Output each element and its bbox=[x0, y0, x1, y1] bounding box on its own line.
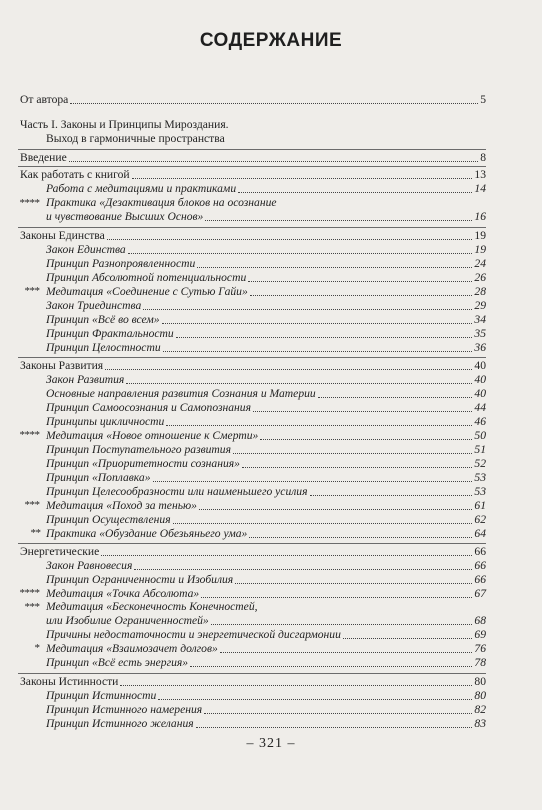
toc-entry[interactable] bbox=[46, 655, 486, 670]
leader-dots bbox=[253, 411, 472, 412]
leader-dots bbox=[310, 495, 473, 496]
toc-entry[interactable] bbox=[46, 716, 486, 731]
entry-label: Принцип Истинности bbox=[46, 689, 157, 702]
page-number: – 321 – bbox=[246, 736, 296, 751]
toc-entry-intro[interactable] bbox=[20, 92, 486, 107]
toc-entry[interactable] bbox=[46, 641, 486, 656]
difficulty-stars: *** bbox=[24, 601, 39, 613]
toc-entry[interactable] bbox=[20, 228, 486, 243]
part-heading-line1: Часть I. Законы и Принципы Мироздания. bbox=[20, 118, 229, 131]
entry-label: Принцип Целостности bbox=[46, 341, 161, 354]
toc-entry[interactable] bbox=[46, 414, 486, 429]
toc-entry[interactable] bbox=[46, 284, 486, 299]
entry-label: От автора bbox=[20, 93, 69, 106]
entry-label: Принцип Целесообразности или наименьшего усилия bbox=[46, 485, 308, 498]
entry-label: Медитация «Соединение с Сутью Гайи» bbox=[46, 285, 248, 298]
leader-dots bbox=[235, 583, 472, 584]
difficulty-stars: **** bbox=[19, 587, 39, 599]
entry-label: Медитация «Новое отношение к Смерти» bbox=[46, 429, 259, 442]
entry-page: 80 bbox=[474, 689, 486, 702]
leader-dots bbox=[173, 523, 473, 524]
entry-page: 80 bbox=[474, 675, 486, 688]
leader-dots bbox=[220, 652, 473, 653]
entry-label: Принцип Абсолютной потенциальности bbox=[46, 271, 247, 284]
entry-page: 66 bbox=[474, 559, 486, 572]
entry-label: Основные направления развития Сознания и Материи bbox=[46, 387, 316, 400]
toc-entry[interactable] bbox=[46, 256, 486, 271]
entry-page: 66 bbox=[474, 545, 486, 558]
entry-page: 52 bbox=[474, 457, 486, 470]
entry-label: Принцип Осуществления bbox=[46, 513, 171, 526]
entry-label: Законы Единства bbox=[20, 229, 105, 242]
leader-dots bbox=[190, 666, 472, 667]
toc-entry[interactable] bbox=[46, 242, 486, 257]
toc-entry[interactable] bbox=[46, 586, 486, 601]
entry-page: 40 bbox=[474, 359, 486, 372]
entry-label: Как работать с книгой bbox=[20, 168, 130, 181]
toc-entry[interactable] bbox=[46, 702, 486, 717]
leader-dots bbox=[143, 309, 472, 310]
leader-dots bbox=[128, 253, 473, 254]
entry-label: Причины недостаточности и энергетической дисгармонии bbox=[46, 628, 341, 641]
difficulty-stars: *** bbox=[24, 285, 39, 297]
toc-entry[interactable] bbox=[46, 627, 486, 642]
entry-label: Закон Развития bbox=[46, 373, 125, 386]
leader-dots bbox=[260, 439, 472, 440]
leader-dots bbox=[249, 537, 472, 538]
leader-dots bbox=[153, 481, 473, 482]
toc-entry[interactable] bbox=[46, 498, 486, 513]
toc-entry[interactable] bbox=[46, 613, 486, 628]
leader-dots bbox=[176, 337, 473, 338]
entry-label-line1: Практика «Дезактивация блоков на осознание bbox=[46, 196, 277, 209]
toc-entry[interactable] bbox=[46, 372, 486, 387]
entry-page: 83 bbox=[474, 717, 486, 730]
leader-dots bbox=[197, 267, 472, 268]
toc-entry[interactable] bbox=[46, 470, 486, 485]
entry-page: 44 bbox=[474, 401, 486, 414]
entry-label: Медитация «Точка Абсолюта» bbox=[46, 587, 200, 600]
leader-dots bbox=[204, 713, 472, 714]
toc-entry[interactable] bbox=[20, 150, 486, 165]
entry-page: 16 bbox=[474, 210, 486, 223]
entry-label: Работа с медитациями и практиками bbox=[46, 182, 237, 195]
leader-dots bbox=[70, 103, 478, 104]
toc-entry[interactable] bbox=[46, 340, 486, 355]
entry-label: Закон Триединства bbox=[46, 299, 142, 312]
entry-page: 40 bbox=[474, 387, 486, 400]
entry-page: 19 bbox=[474, 229, 486, 242]
leader-dots bbox=[205, 220, 472, 221]
leader-dots bbox=[343, 638, 473, 639]
entry-page: 67 bbox=[474, 587, 486, 600]
leader-dots bbox=[201, 597, 472, 598]
entry-page: 53 bbox=[474, 471, 486, 484]
entry-label: Принцип Разнопроявленности bbox=[46, 257, 196, 270]
leader-dots bbox=[134, 569, 472, 570]
entry-label: Введение bbox=[20, 151, 67, 164]
toc-entry[interactable] bbox=[46, 526, 486, 541]
toc-entry[interactable] bbox=[46, 428, 486, 443]
toc-entry[interactable] bbox=[46, 312, 486, 327]
leader-dots bbox=[250, 295, 473, 296]
entry-label: Энергетические bbox=[20, 545, 100, 558]
entry-page: 51 bbox=[474, 443, 486, 456]
entry-label: Принцип «Всё во всем» bbox=[46, 313, 160, 326]
leader-dots bbox=[199, 509, 472, 510]
entry-label: Принцип «Поплавка» bbox=[46, 471, 151, 484]
entry-label: Принцип Истинного намерения bbox=[46, 703, 203, 716]
entry-page: 40 bbox=[474, 373, 486, 386]
entry-page: 29 bbox=[474, 299, 486, 312]
entry-page: 26 bbox=[474, 271, 486, 284]
entry-page: 50 bbox=[474, 429, 486, 442]
entry-page: 64 bbox=[474, 527, 486, 540]
entry-page: 28 bbox=[474, 285, 486, 298]
toc-entry[interactable] bbox=[46, 512, 486, 527]
leader-dots bbox=[211, 624, 473, 625]
entry-label-line1: Медитация «Бесконечность Конечностей, bbox=[46, 600, 258, 613]
difficulty-stars: **** bbox=[19, 197, 39, 209]
entry-label: Медитация «Взаимозачет долгов» bbox=[46, 642, 218, 655]
entry-page: 78 bbox=[474, 656, 486, 669]
leader-dots bbox=[120, 685, 472, 686]
toc-entry[interactable] bbox=[46, 298, 486, 313]
entry-label: Принцип Ограниченности и Изобилия bbox=[46, 573, 234, 586]
entry-label: Принцип «Всё есть энергия» bbox=[46, 656, 189, 669]
toc-entry[interactable] bbox=[20, 358, 486, 373]
entry-page: 62 bbox=[474, 513, 486, 526]
entry-page: 69 bbox=[474, 628, 486, 641]
entry-page: 66 bbox=[474, 573, 486, 586]
difficulty-stars: **** bbox=[19, 429, 39, 441]
entry-page: 36 bbox=[474, 341, 486, 354]
entry-page: 68 bbox=[474, 614, 486, 627]
leader-dots bbox=[105, 369, 472, 370]
entry-label: Законы Истинности bbox=[20, 675, 119, 688]
leader-dots bbox=[196, 727, 473, 728]
entry-label: Принципы цикличности bbox=[46, 415, 165, 428]
entry-page: 5 bbox=[480, 93, 486, 106]
leader-dots bbox=[238, 192, 472, 193]
entry-page: 76 bbox=[474, 642, 486, 655]
difficulty-stars: * bbox=[34, 642, 39, 654]
leader-dots bbox=[248, 281, 472, 282]
toc-entry[interactable] bbox=[46, 572, 486, 587]
part-heading-line2: Выход в гармоничные пространства bbox=[46, 132, 225, 145]
toc-entry[interactable] bbox=[46, 484, 486, 499]
entry-page: 14 bbox=[474, 182, 486, 195]
toc-entry[interactable] bbox=[46, 558, 486, 573]
toc-entry[interactable] bbox=[46, 456, 486, 471]
entry-page: 46 bbox=[474, 415, 486, 428]
entry-page: 61 bbox=[474, 499, 486, 512]
entry-page: 19 bbox=[474, 243, 486, 256]
toc-entry[interactable] bbox=[20, 544, 486, 559]
leader-dots bbox=[126, 383, 472, 384]
leader-dots bbox=[101, 555, 472, 556]
entry-label: Принцип «Приоритетности сознания» bbox=[46, 457, 240, 470]
leader-dots bbox=[162, 323, 473, 324]
entry-page: 8 bbox=[480, 151, 486, 164]
entry-label: Принцип Фрактальности bbox=[46, 327, 174, 340]
toc-entry[interactable] bbox=[46, 209, 486, 224]
entry-page: 53 bbox=[474, 485, 486, 498]
toc-entry[interactable] bbox=[46, 688, 486, 703]
toc-entry[interactable] bbox=[46, 270, 486, 285]
leader-dots bbox=[158, 699, 472, 700]
leader-dots bbox=[233, 453, 472, 454]
entry-page: 13 bbox=[474, 168, 486, 181]
entry-label: и чувствование Высших Основ» bbox=[46, 210, 204, 223]
entry-label: или Изобилие Ограниченностей» bbox=[46, 614, 209, 627]
leader-dots bbox=[166, 425, 472, 426]
leader-dots bbox=[107, 239, 473, 240]
entry-label: Практика «Обуздание Обезьяньего ума» bbox=[46, 527, 248, 540]
toc-entry[interactable] bbox=[20, 674, 486, 689]
toc-entry[interactable] bbox=[46, 400, 486, 415]
entry-page: 35 bbox=[474, 327, 486, 340]
entry-page: 34 bbox=[474, 313, 486, 326]
toc-entry[interactable] bbox=[20, 167, 486, 182]
toc-entry[interactable] bbox=[46, 181, 486, 196]
leader-dots bbox=[163, 351, 473, 352]
leader-dots bbox=[132, 178, 473, 179]
entry-label: Закон Единства bbox=[46, 243, 126, 256]
leader-dots bbox=[318, 397, 473, 398]
entry-label: Принцип Истинного желания bbox=[46, 717, 194, 730]
leader-dots bbox=[242, 467, 472, 468]
leader-dots bbox=[69, 161, 478, 162]
toc-entry[interactable] bbox=[46, 442, 486, 457]
difficulty-stars: ** bbox=[30, 527, 40, 539]
page-title: СОДЕРЖАНИЕ bbox=[199, 30, 343, 51]
entry-label: Медитация «Поход за тенью» bbox=[46, 499, 197, 512]
entry-page: 82 bbox=[474, 703, 486, 716]
toc-entry[interactable] bbox=[46, 326, 486, 341]
entry-label: Принцип Поступательного развития bbox=[46, 443, 231, 456]
entry-label: Законы Развития bbox=[20, 359, 104, 372]
toc-entry[interactable] bbox=[46, 386, 486, 401]
entry-label: Принцип Самоосознания и Самопознания bbox=[46, 401, 251, 414]
difficulty-stars: *** bbox=[24, 499, 39, 511]
entry-label: Закон Равновесия bbox=[46, 559, 133, 572]
entry-page: 24 bbox=[474, 257, 486, 270]
